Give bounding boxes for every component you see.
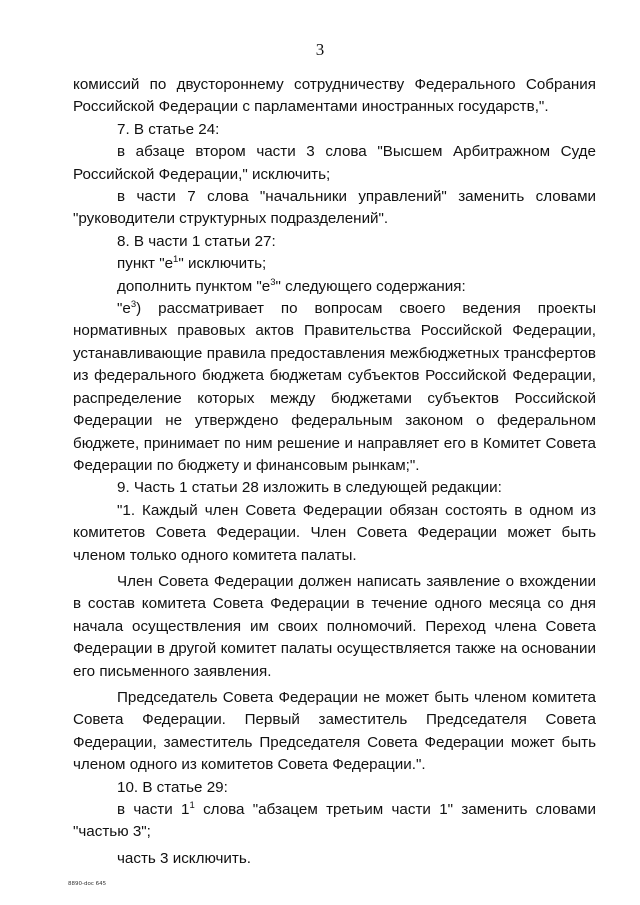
item-9-paragraph-3: Председатель Совета Федерации не может быть членом комитета Совета Федерации. Первый заместитель Председателя Совета Федерации, заместитель Председателя Совета Федерации может быть членом одного из комитетов Совета Федерации.". [73, 688, 596, 774]
item-8-paragraph-3: "$е^3$) рассматривает по вопросам своего ведения проекты нормативных правовых актов Правительства Российской Федерации, устанавливающие правила предоставления межбюджетных трансфертов из федерального бюджета бюджетам субъектов Российской Федерации, распределение которых между бюджетами субъектов Российской Федерации не утверждено федеральным законом о федеральном бюджете, принимает по ним решение и направляет его в Комитет Совета Федерации по бюджету и финансовым рынкам;". [73, 299, 596, 474]
item-10-heading: 10. В статье 29: [117, 778, 228, 796]
document-body [73, 74, 596, 870]
item-7-paragraph-1: в абзаце втором части 3 слова "Высшем Арбитражном Суде Российской Федерации," исключить; [73, 143, 596, 183]
item-9-heading: 9. Часть 1 статьи 28 изложить в следующей редакции: [117, 479, 502, 497]
item-10-paragraph-2: часть 3 исключить. [117, 849, 252, 867]
item-9-paragraph-1: "1. Каждый член Совета Федерации обязан состоять в одном из комитетов Совета Федерации. Член Совета Федерации может быть членом только одного комитета палаты. [73, 501, 596, 564]
item-7-paragraph-2: в части 7 слова "начальники управлений" заменить словами "руководители структурных подразделений". [73, 188, 596, 228]
item-8-heading: 8. В части 1 статьи 27: [117, 232, 276, 250]
paragraph-continuation: комиссий по двустороннему сотрудничеству Федерального Собрания Российской Федерации с парламентами иностранных государств,". [73, 76, 596, 116]
item-10-paragraph-1: в части $1^1$ слова "абзацем третьим части 1" заменить словами "частью 3"; [73, 800, 596, 841]
item-8-paragraph-1: пункт "$е^1$" исключить; [117, 254, 267, 273]
footer-document-code: 8890-doc 645 [68, 881, 107, 887]
item-9-paragraph-2: Член Совета Федерации должен написать заявление о вхождении в состав комитета Совета Федерации в течение одного месяца со дня начала осуществления им своих полномочий. Переход члена Совета Федерации в другой комитет палаты осуществляется также на основании его письменного заявления. [73, 572, 596, 680]
item-8-paragraph-2: дополнить пунктом "$е^3$" следующего содержания: [117, 276, 466, 295]
item-7-heading: 7. В статье 24: [117, 120, 220, 138]
page-number: 3 [315, 40, 325, 59]
